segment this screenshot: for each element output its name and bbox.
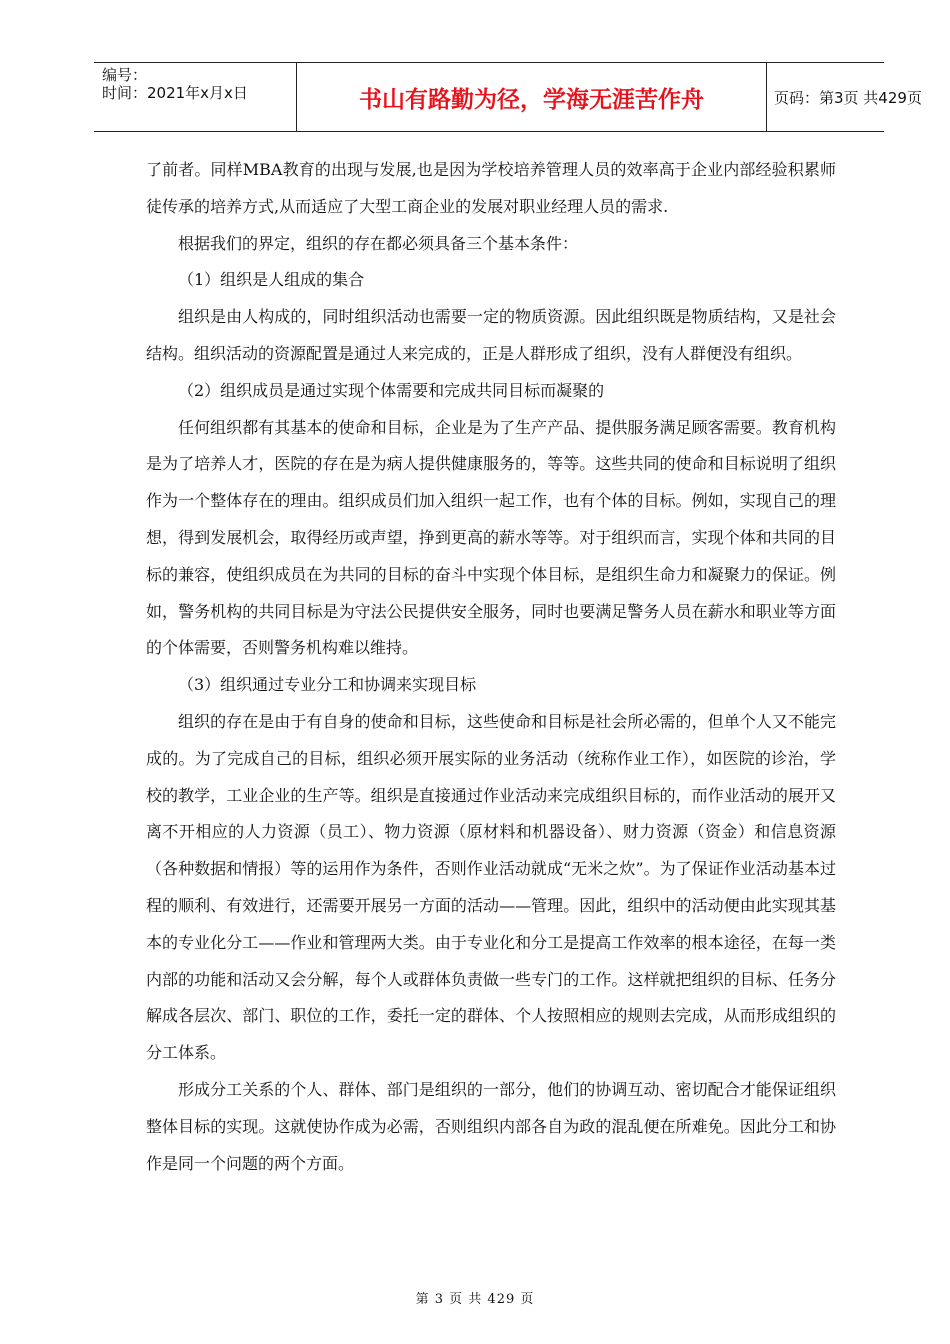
header-motto: 书山有路勤为径，学海无涯苦作舟	[296, 63, 767, 131]
list-heading-1: （1）组织是人组成的集合	[178, 270, 365, 290]
paragraph-intro: 根据我们的界定，组织的存在都必须具备三个基本条件：	[178, 233, 579, 253]
page-footer: 第 3 页 共 429 页	[415, 1292, 535, 1307]
list-heading-3: （3）组织通过专业分工和协调来实现目标	[178, 675, 477, 695]
paragraph: 任何组织都有其基本的使命和目标，企业是为了生产产品、提供服务满足顾客需要。教育机构是为了培养人才，医院的存在是为病人提供健康服务的，等等。这些共同的使命和目标说明了组织作为一个整体存在的理由。组织成员们加入组织一起工作，也有个体的目标。例如，实现自己的理想，得到发展机会，取得经历或声望，挣到更高的薪水等等。对于组织而言，实现个体和共同的目标的兼容，使组织成员在为共同的目标的奋斗中实现个体目标，是组织生命力和凝聚力的保证。例如，警务机构的共同目标是为守法公民提供安全服务，同时也要满足警务人员在薪水和职业等方面的个体需要，否则警务机构难以维持。	[146, 417, 836, 658]
list-heading-2: （2）组织成员是通过实现个体需要和完成共同目标而凝聚的	[178, 380, 605, 400]
paragraph-continuation: 了前者。同样MBA教育的出现与发展,也是因为学校培养管理人员的效率高于企业内部经验积累师徒传承的培养方式,从而适应了大型工商企业的发展对职业经理人员的需求.	[146, 160, 836, 216]
header-meta	[94, 63, 296, 131]
header-page-info: 页码：第3页 共429页	[774, 88, 922, 107]
paragraph: 组织是由人构成的，同时组织活动也需要一定的物质资源。因此组织既是物质结构，又是社会结构。组织活动的资源配置是通过人来完成的，正是人群形成了组织，没有人群便没有组织。	[146, 307, 836, 363]
number-label: 编号：	[102, 66, 148, 84]
time-label: 时间：2021年x月x日	[102, 84, 248, 102]
page-header	[94, 62, 922, 132]
document-body	[146, 152, 836, 1182]
paragraph: 形成分工关系的个人、群体、部门是组织的一部分，他们的协调互动、密切配合才能保证组织整体目标的实现。这就使协作成为必需，否则组织内部各自为政的混乱便在所难免。因此分工和协作是同一个问题的两个方面。	[146, 1079, 836, 1173]
paragraph: 组织的存在是由于有自身的使命和目标，这些使命和目标是社会所必需的，但单个人又不能完成的。为了完成自己的目标，组织必须开展实际的业务活动（统称作业工作），如医院的诊治，学校的教学，工业企业的生产等。组织是直接通过作业活动来完成组织目标的，而作业活动的展开又离不开相应的人力资源（员工）、物力资源（原材料和机器设备）、财力资源（资金）和信息资源（各种数据和情报）等的运用作为条件，否则作业活动就成“无米之炊”。为了保证作业活动基本过程的顺利、有效进行，还需要开展另一方面的活动——管理。因此，组织中的活动便由此实现其基本的专业化分工——作业和管理两大类。由于专业化和分工是提高工作效率的根本途径，在每一类内部的功能和活动又会分解，每个人或群体负责做一些专门的工作。这样就把组织的目标、任务分解成各层次、部门、职位的工作，委托一定的群体、个人按照相应的规则去完成，从而形成组织的分工体系。	[146, 711, 836, 1063]
